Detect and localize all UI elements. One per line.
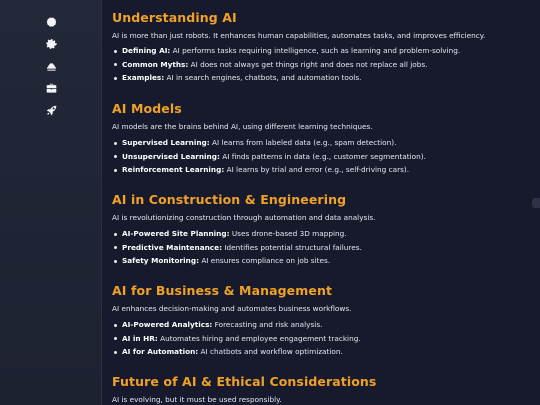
list-item (112, 136, 426, 150)
list-item-text: AI learns from labeled data (e.g., spam detection). (209, 138, 397, 147)
section-intro: AI is more than just robots. It enhances human capabilities, automates tasks, and improves efficiency. (112, 31, 486, 40)
list-item (112, 58, 460, 72)
scrollbar-thumb[interactable] (532, 198, 540, 208)
list-item-term: AI in HR: (122, 333, 158, 343)
list-item-term: Predictive Maintenance: (122, 242, 223, 252)
list-item-term: AI for Automation: (122, 347, 199, 356)
list-item (112, 71, 460, 85)
list-item (112, 44, 460, 58)
list-item (112, 150, 426, 164)
list-item-text: AI does not always get things right and does not replace all jobs. (188, 59, 428, 69)
bullet-list (112, 227, 362, 268)
list-item-text: AI performs tasks requiring intelligence, such as learning and problem-solving. (170, 46, 461, 55)
list-item-term: Supervised Learning: (122, 138, 210, 147)
bullet-list (112, 136, 426, 177)
list-item-text: AI finds patterns in data (e.g., customer segmentation). (219, 151, 426, 161)
sidebar (0, 0, 102, 405)
section-intro: AI is evolving, but it must be used responsibly. (112, 395, 282, 404)
list-item-term: Safety Monitoring: (122, 256, 199, 265)
section-title-ai-business: AI for Business & Management (112, 283, 333, 298)
bullet-list (112, 318, 361, 359)
list-item-text: AI ensures compliance on job sites. (199, 256, 331, 265)
section-title-ai-models: AI Models (112, 101, 182, 116)
rocket-icon[interactable] (44, 103, 58, 117)
section-title-understanding-ai: Understanding AI (112, 10, 237, 25)
list-item-term: Unsupervised Learning: (122, 151, 220, 161)
bullet-list (112, 44, 460, 85)
list-item (112, 332, 361, 346)
list-item-term: Reinforcement Learning: (122, 165, 225, 174)
list-item-text: AI in search engines, chatbots, and automation tools. (164, 73, 362, 82)
section-intro: AI enhances decision-making and automates business workflows. (112, 304, 352, 313)
construction-icon[interactable] (44, 59, 58, 73)
section-title-ai-construction: AI in Construction & Engineering (112, 192, 347, 207)
content-area (102, 0, 540, 405)
list-item (112, 163, 426, 177)
gear-icon[interactable] (44, 37, 58, 51)
list-item (112, 345, 361, 359)
list-item-text: AI chatbots and workflow optimization. (198, 347, 343, 356)
list-item-text: Automates hiring and employee engagement tracking. (157, 333, 361, 343)
list-item-text: Uses drone-based 3D mapping. (229, 229, 347, 238)
list-item-text: Forecasting and risk analysis. (212, 320, 323, 329)
list-item-text: Identifies potential structural failures. (222, 242, 362, 252)
list-item (112, 227, 362, 241)
list-item-term: Examples: (122, 73, 165, 82)
list-item (112, 241, 362, 255)
list-item-term: AI-Powered Site Planning: (122, 229, 230, 238)
list-item-text: AI learns by trial and error (e.g., self-driving cars). (224, 165, 410, 174)
section-intro: AI models are the brains behind AI, using different learning techniques. (112, 122, 373, 131)
briefcase-icon[interactable] (44, 81, 58, 95)
list-item-term: Defining AI: (122, 46, 171, 55)
list-item (112, 318, 361, 332)
section-title-future-ai: Future of AI & Ethical Considerations (112, 374, 377, 389)
list-item (112, 254, 362, 268)
list-item-term: AI-Powered Analytics: (122, 320, 213, 329)
section-intro: AI is revolutionizing construction through automation and data analysis. (112, 213, 376, 222)
list-item-term: Common Myths: (122, 59, 189, 69)
brain-icon[interactable] (44, 15, 58, 29)
